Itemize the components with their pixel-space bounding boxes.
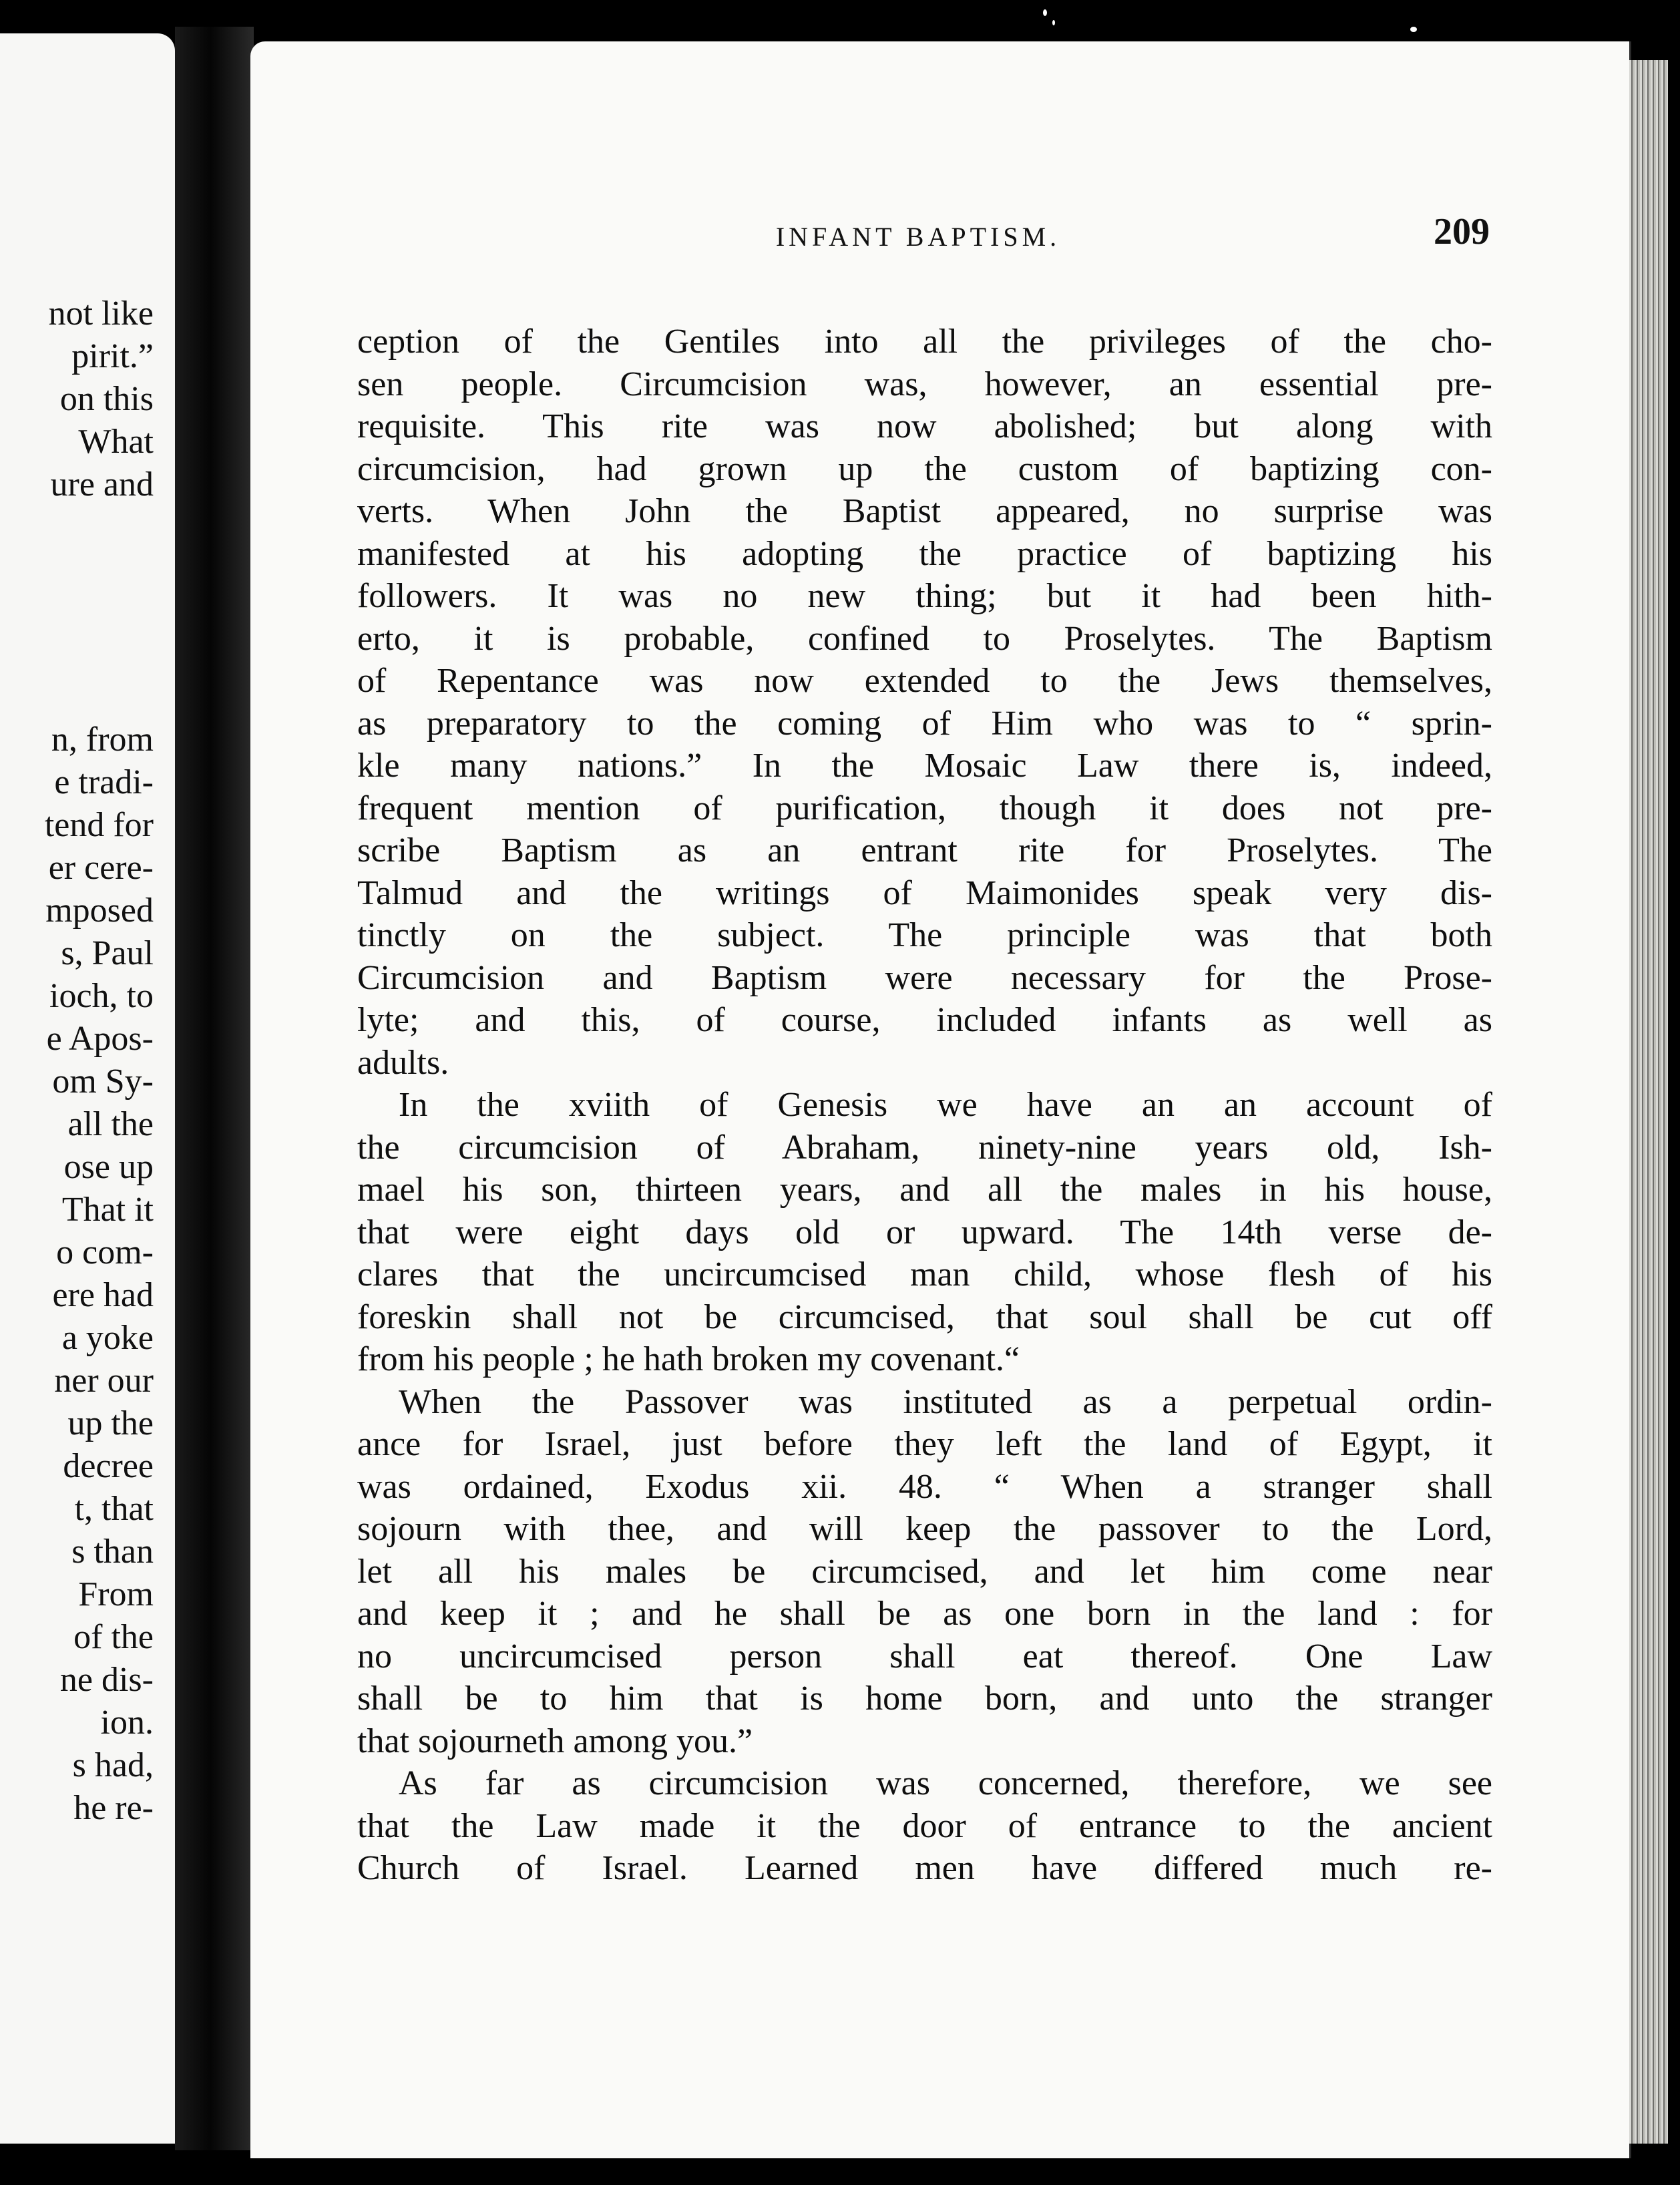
text-line: kle many nations.” In the Mosaic Law there is, indeed,	[357, 747, 1492, 785]
text-line: and keep it ; and he shall be as one born in the land : for	[357, 1595, 1492, 1633]
left-line: s had,	[72, 1746, 154, 1784]
right-page	[250, 41, 1631, 2158]
book-gutter	[175, 27, 254, 2150]
text-line: ance for Israel, just before they left the land of Egypt, it	[357, 1425, 1492, 1463]
text-line: from his people ; he hath broken my covenant.“	[357, 1340, 1020, 1378]
text-line: Church of Israel. Learned men have differed much re-	[357, 1849, 1492, 1887]
text-line: adults.	[357, 1043, 449, 1082]
facing-left-page	[0, 33, 175, 2144]
text-line: Talmud and the writings of Maimonides speak very dis-	[357, 873, 1492, 912]
left-line: s, Paul	[61, 934, 154, 972]
dust-speck	[1410, 27, 1417, 32]
text-line: When the Passover was instituted as a perpetual ordin-	[399, 1382, 1492, 1421]
left-line: ion.	[100, 1704, 154, 1742]
text-line: of Repentance was now extended to the Jews themselves,	[357, 662, 1492, 700]
text-line: lyte; and this, of course, included infants as well as	[357, 1001, 1492, 1039]
page-number: 209	[1434, 211, 1490, 252]
text-line: requisite. This rite was now abolished; but along with	[357, 407, 1492, 445]
left-line: tend for	[44, 806, 154, 844]
text-line: that were eight days old or upward. The 14th verse de-	[357, 1213, 1492, 1251]
left-line: t, that	[74, 1490, 154, 1528]
left-line: ner our	[54, 1362, 154, 1400]
text-line: mael his son, thirteen years, and all the males in his house,	[357, 1171, 1492, 1209]
left-line: a yoke	[61, 1319, 154, 1357]
text-line: sen people. Circumcision was, however, an essential pre-	[357, 365, 1492, 403]
text-line: verts. When John the Baptist appeared, no surprise was	[357, 492, 1492, 530]
left-line: mposed	[45, 891, 154, 930]
text-line: circumcision, had grown up the custom of baptizing con-	[357, 449, 1492, 488]
left-line: e Apos-	[46, 1020, 154, 1058]
text-line: shall be to him that is home born, and unto the stranger	[357, 1679, 1492, 1718]
dust-speck	[1043, 9, 1047, 16]
left-line: not like	[48, 294, 154, 333]
text-line: As far as circumcision was concerned, therefore, we see	[399, 1764, 1492, 1802]
left-line: ne dis-	[59, 1661, 154, 1699]
left-page-text-fragments	[0, 292, 154, 1830]
left-line: om Sy-	[52, 1062, 154, 1101]
text-line: no uncircumcised person shall eat thereof. One Law	[357, 1637, 1492, 1675]
text-line: In the xviith of Genesis we have an an account of	[399, 1086, 1492, 1124]
left-line: decree	[63, 1447, 154, 1485]
left-line: up the	[67, 1404, 154, 1442]
dust-speck	[1052, 20, 1055, 25]
text-line: frequent mention of purification, though it does not pre-	[357, 789, 1492, 827]
left-line: pirit.”	[71, 337, 154, 375]
left-line: What	[78, 423, 154, 461]
text-line: sojourn with thee, and will keep the passover to the Lord,	[357, 1510, 1492, 1548]
left-line: That it	[61, 1191, 154, 1229]
left-line: all the	[67, 1105, 154, 1143]
text-line: let all his males be circumcised, and let him come near	[357, 1552, 1492, 1591]
text-line: that the Law made it the door of entrance to the ancient	[357, 1806, 1492, 1845]
left-line: ure and	[50, 465, 154, 504]
left-line: he re-	[73, 1789, 154, 1827]
text-line: as preparatory to the coming of Him who was to “ sprin-	[357, 704, 1492, 743]
running-head	[351, 207, 1490, 267]
text-line: Circumcision and Baptism were necessary for the Prose-	[357, 958, 1492, 997]
text-line: clares that the uncircumcised man child, whose flesh of his	[357, 1255, 1492, 1294]
left-line: e tradi-	[54, 763, 154, 801]
text-line: tinctly on the subject. The principle was that both	[357, 916, 1492, 954]
left-line: ere had	[52, 1276, 154, 1314]
text-line: that sojourneth among you.”	[357, 1722, 753, 1760]
left-line: on this	[59, 380, 154, 418]
body-text	[357, 321, 1492, 1890]
text-line: scribe Baptism as an entrant rite for Proselytes. The	[357, 831, 1492, 869]
text-line: the circumcision of Abraham, ninety-nine years old, Ish-	[357, 1128, 1492, 1167]
left-line: ose up	[63, 1148, 154, 1186]
left-line: er cere-	[48, 849, 154, 887]
text-line: manifested at his adopting the practice of baptizing his	[357, 534, 1492, 573]
text-line: was ordained, Exodus xii. 48. “ When a stranger shall	[357, 1467, 1492, 1506]
running-head-title: INFANT BAPTISM.	[775, 222, 1061, 252]
text-line: followers. It was no new thing; but it had been hith-	[357, 577, 1492, 615]
left-page-gap	[0, 506, 154, 719]
left-line: s than	[71, 1533, 154, 1571]
text-line: ception of the Gentiles into all the privileges of the cho-	[357, 323, 1492, 361]
left-line: ioch, to	[49, 977, 154, 1015]
left-line: From	[78, 1575, 154, 1613]
left-line: n, from	[51, 721, 154, 759]
text-line: erto, it is probable, confined to Proselytes. The Baptism	[357, 619, 1492, 658]
left-line: o com-	[56, 1233, 154, 1271]
text-line: foreskin shall not be circumcised, that soul shall be cut off	[357, 1298, 1492, 1336]
left-line: of the	[73, 1618, 154, 1656]
page-fore-edge	[1629, 60, 1668, 2144]
